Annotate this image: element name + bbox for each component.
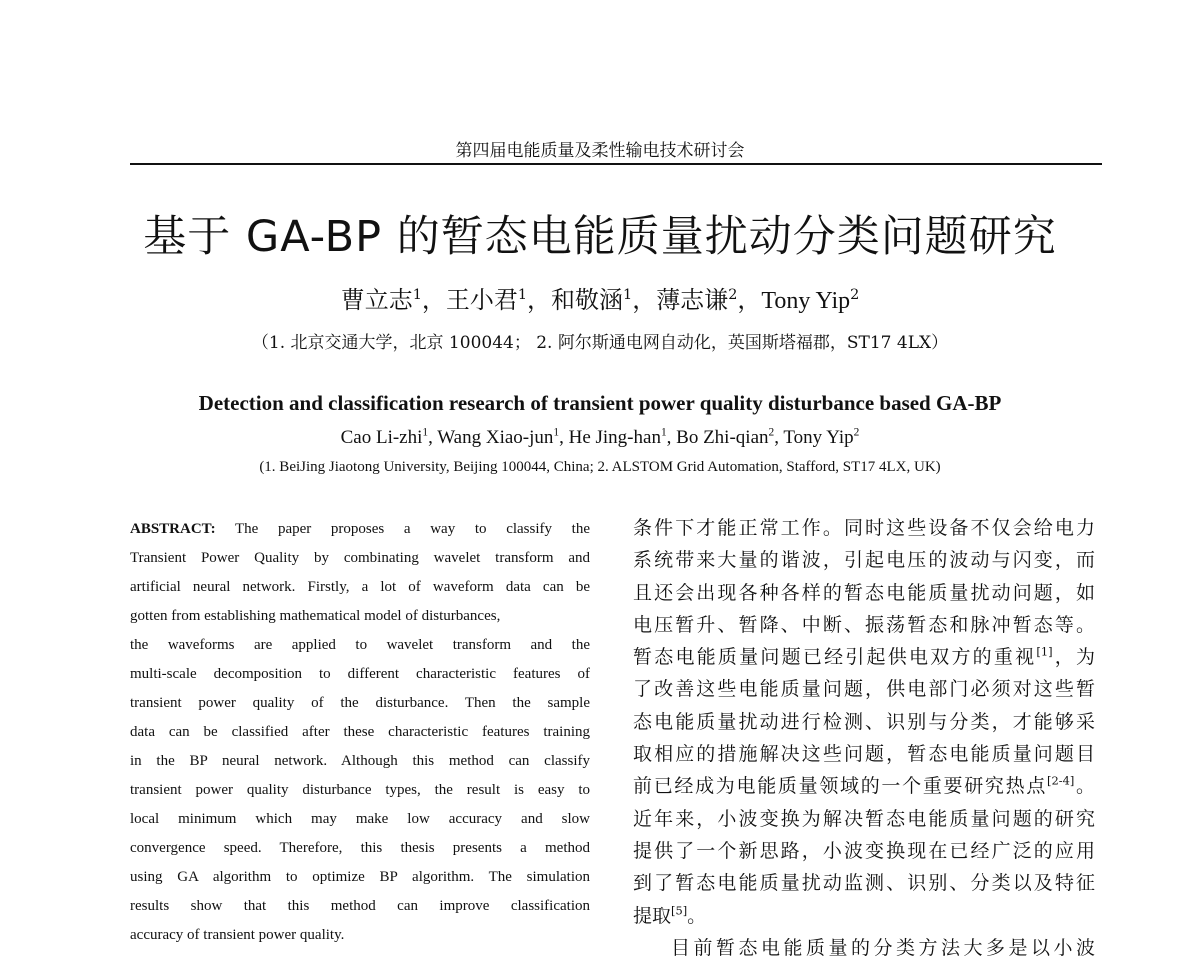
abstract-line: using GA algorithm to optimize BP algorithm. The simulation (130, 869, 590, 885)
body-text: 。 (1074, 775, 1095, 798)
abstract-text: The paper proposes a way to classify the (215, 521, 590, 537)
author-affil-mark: 2 (728, 287, 738, 303)
citation-ref: [1] (1036, 644, 1053, 659)
body-text: 提取 (633, 904, 672, 927)
author-name: 王小君 (445, 286, 518, 314)
abstract-line: multi-scale decomposition to different characteristic features of (130, 666, 590, 682)
author-name: 薄志谦 (656, 286, 729, 314)
abstract-line: Transient Power Quality by combinating wavelet transform and (130, 550, 590, 566)
author-name: 和敬涵 (551, 286, 624, 314)
body-text: ，为 (1052, 646, 1095, 669)
header-rule (130, 163, 1102, 165)
citation-ref: [5] (671, 903, 688, 918)
author-affil-mark: 2 (768, 426, 775, 439)
abstract-line: gotten from establishing mathematical model of disturbances, (130, 608, 501, 624)
author-affil-mark: 2 (850, 287, 860, 303)
authors-cn (0, 280, 1200, 315)
author-separator: ， (632, 286, 657, 314)
body-line (633, 770, 1095, 802)
abstract-line: artificial neural network. Firstly, a lot of waveform data can be (130, 579, 590, 595)
author-separator: ， (737, 286, 762, 314)
citation-ref: [2-4] (1047, 774, 1075, 789)
body-line: 到了暂态电能质量扰动监测、识别、分类以及特征 (633, 872, 1095, 895)
body-line: 了改善这些电能质量问题，供电部门必须对这些暂 (633, 678, 1095, 701)
author-name: 曹立志 (340, 286, 413, 314)
author-name: Wang Xiao-jun (437, 427, 554, 448)
author-name: He Jing-han (568, 427, 661, 448)
body-line: 电压暂升、暂降、中断、振荡暂态和脉冲暂态等。 (633, 613, 1095, 636)
body-text-cn (633, 512, 1095, 964)
body-line: 提供了一个新思路，小波变换现在已经广泛的应用 (633, 839, 1095, 862)
author-name: Tony Yip (761, 288, 851, 314)
author-affil-mark: 1 (660, 426, 667, 439)
author-affil-mark: 1 (623, 287, 633, 303)
author-name: Bo Zhi-qian (676, 427, 769, 448)
author-separator: ， (421, 286, 446, 314)
paper-title-en: Detection and classification research of transient power quality disturbance based GA-BP (198, 391, 1002, 415)
body-text: 暂态电能质量问题已经引起供电双方的重视 (633, 646, 1037, 669)
author-affil-mark: 2 (853, 426, 860, 439)
affiliation-en: (1. BeiJing Jiaotong University, Beijing 100044, China; 2. ALSTOM Grid Automation, Stafford, ST17 4LX, UK) (259, 459, 941, 475)
abstract-line (130, 515, 590, 544)
author-separator: ， (527, 286, 552, 314)
abstract-line: local minimum which may make low accuracy and slow (130, 811, 590, 827)
author-separator: , (666, 427, 677, 448)
body-line: 且还会出现各种各样的暂态电能质量扰动问题，如 (633, 581, 1095, 604)
author-separator: , (428, 427, 438, 448)
body-line: 系统带来大量的谐波，引起电压的波动与闪变，而 (633, 549, 1095, 572)
author-separator: , (559, 427, 569, 448)
conference-header: 第四届电能质量及柔性输电技术研讨会 (455, 141, 745, 161)
abstract-line: in the BP neural network. Although this method can classify (130, 753, 590, 769)
abstract-column (130, 515, 590, 950)
body-line (633, 900, 1095, 932)
author-affil-mark: 1 (412, 287, 422, 303)
affiliation-cn: （1. 北京交通大学，北京 100044； 2. 阿尔斯通电网自动化，英国斯塔福郡，ST17 4LX） (251, 333, 949, 353)
body-line: 条件下才能正常工作。同时这些设备不仅会给电力 (633, 517, 1095, 539)
body-line: 态电能质量扰动进行检测、识别与分类，才能够采 (633, 710, 1095, 733)
abstract-line: the waveforms are applied to wavelet transform and the (130, 637, 590, 653)
body-line: 目前暂态电能质量的分类方法大多是以小波 (671, 936, 1095, 959)
author-affil-mark: 1 (553, 426, 560, 439)
abstract-line: transient power quality of the disturbance. Then the sample (130, 695, 590, 711)
body-text: 。 (687, 904, 707, 927)
paper-title-cn: 基于 GA-BP 的暂态电能质量扰动分类问题研究 (143, 212, 1057, 262)
author-affil-mark: 1 (517, 287, 528, 303)
abstract-line: data can be classified after these characteristic features training (130, 724, 590, 740)
author-separator: , (774, 427, 784, 448)
author-affil-mark: 1 (422, 426, 429, 439)
author-name: Tony Yip (783, 427, 854, 448)
body-text: 前已经成为电能质量领域的一个重要研究热点 (633, 775, 1048, 798)
body-line: 取相应的措施解决这些问题，暂态电能质量问题目 (633, 743, 1095, 766)
abstract-line: transient power quality disturbance types, the result is easy to (130, 782, 590, 798)
abstract-line: results show that this method can improve classification (130, 898, 590, 914)
body-line: 近年来，小波变换为解决暂态电能质量问题的研究 (633, 807, 1095, 830)
abstract-line: accuracy of transient power quality. (130, 927, 345, 943)
author-name: Cao Li-zhi (340, 427, 423, 448)
body-line (633, 641, 1095, 673)
authors-en (0, 427, 1200, 449)
abstract-line: convergence speed. Therefore, this thesis presents a method (130, 840, 590, 856)
abstract-label: ABSTRACT: (130, 521, 216, 537)
